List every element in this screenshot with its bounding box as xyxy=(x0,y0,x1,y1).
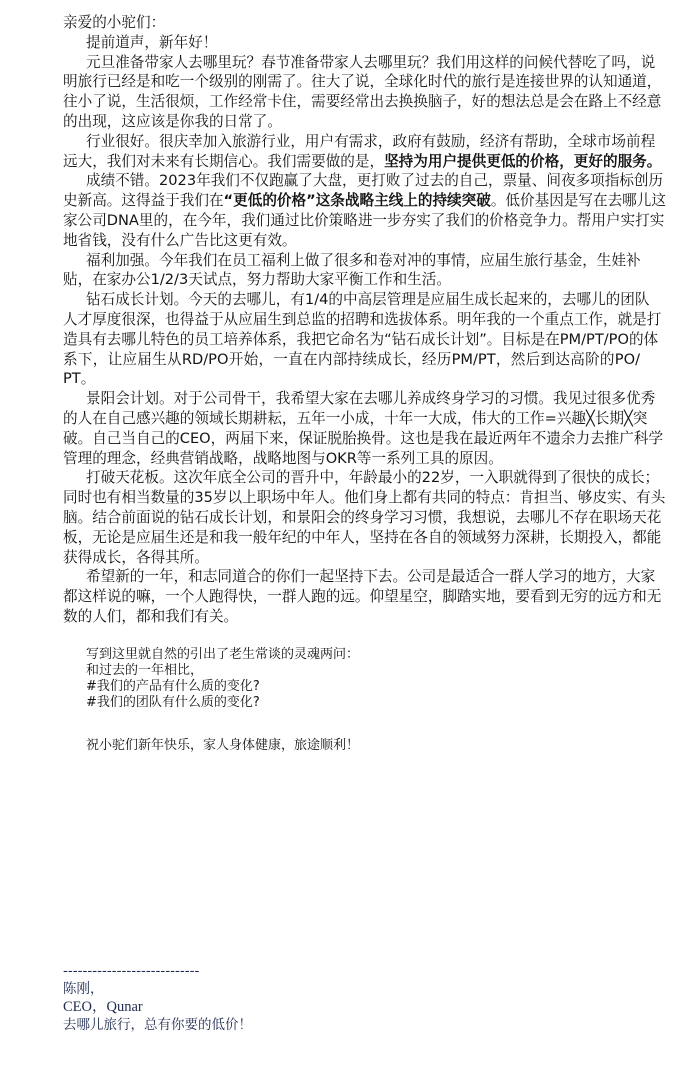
paragraph xyxy=(63,567,662,626)
paragraph-line xyxy=(63,449,640,469)
paragraph xyxy=(63,53,662,132)
salutation: 亲爱的小驼们： xyxy=(63,14,166,31)
text: 往小了说，生活很烦，工作经常卡住，需要经常出去换换脑子，好的想法总是会在路上不经意 xyxy=(63,93,662,111)
paragraph-line xyxy=(63,270,640,290)
paragraph-line xyxy=(63,369,640,389)
text: 景阳会计划。对于公司骨干，我希望大家在去哪儿养成终身学习的习惯。我见过很多优秀 xyxy=(86,390,656,408)
signature-name: 陈刚， xyxy=(63,981,104,997)
text: 脑。结合前面说的钻石成长计划，和景阳会的终身学习习惯，我想说，去哪儿不存在职场天花 xyxy=(63,508,662,526)
paragraph-line xyxy=(63,72,662,92)
paragraph-line xyxy=(63,429,664,449)
text: 数的人们，都和我们有关。 xyxy=(63,607,239,625)
signature-divider: ---------------------------- xyxy=(63,963,200,979)
text: 提前道声，新年好！ xyxy=(86,33,218,51)
text: 板，无论是应届生还是和我一般年纪的中年人，坚持在各自的领域努力深耕，长期投入，都能 xyxy=(63,528,662,546)
closing-line: 写到这里就自然的引出了老生常谈的灵魂两问： xyxy=(86,647,360,662)
text: 行业很好。很庆幸加入旅游行业，用户有需求，政府有鼓励，经济有帮助，全球市场前程 xyxy=(86,132,656,150)
text: 都这样说的嘛，一个人跑得快，一群人跑的远。仰望星空，脚踏实地，要看到无穷的远方和无 xyxy=(63,588,662,606)
text: 成绩不错。2023年我们不仅跑赢了大盘，更打败了过去的自己，票量、间夜多项指标创历 xyxy=(86,172,664,190)
text: 的人在自己感兴趣的领域长期耕耘，五年一小成，十年一大成，伟大的工作=兴趣╳长期╳突 xyxy=(63,409,648,427)
text: 打破天花板。这次年底全公司的晋升中，年龄最小的22岁，一入职就得到了很快的成长； xyxy=(86,469,660,487)
bold-text: “更低的价格”这条战略主线上的持续突破 xyxy=(223,192,491,210)
paragraph-line xyxy=(63,33,640,53)
closing-line: 和过去的一年相比， xyxy=(86,663,204,678)
text: 贴，在家办公1/2/3天试点，努力帮助大家平衡工作和生活。 xyxy=(63,271,451,289)
text: 管理的理念，经典营销战略，战略地图与OKR等一系列工具的原因。 xyxy=(63,449,503,467)
paragraph-line xyxy=(63,548,640,568)
paragraph-line xyxy=(63,231,640,251)
paragraph-line xyxy=(63,310,662,330)
paragraph-line xyxy=(63,389,656,409)
text: 地省钱，没有什么广告比这更有效。 xyxy=(63,231,297,249)
paragraph-line xyxy=(63,191,666,211)
paragraph-line xyxy=(63,92,662,112)
paragraph-line xyxy=(63,350,640,370)
paragraph-line xyxy=(63,251,640,271)
text: 系下，让应届生从RD/PO开始，一直在内部持续成长，经历PM/PT，然后到达高阶的PO/ xyxy=(63,350,640,368)
text: 。低价基因是写在去哪儿这 xyxy=(490,192,666,210)
paragraph xyxy=(63,389,664,468)
text: 获得成长，各得其所。 xyxy=(63,548,209,566)
text: 的出现，这应该是你我的日常了。 xyxy=(63,112,282,130)
bold-text: 坚持为用户提供更低的价格，更好的服务。 xyxy=(384,152,662,170)
paragraph-line xyxy=(63,508,662,528)
paragraph-line xyxy=(63,152,662,172)
paragraph xyxy=(63,290,662,389)
paragraph-line xyxy=(63,53,656,73)
text: 人才厚度很深，也得益于从应届生到总监的招聘和选拔体系。明年我的一个重点工作，就是打 xyxy=(63,310,662,328)
paragraph-line xyxy=(63,528,662,548)
text: 家公司DNA里的，在今年，我们通过比价策略进一步夯实了我们的价格竞争力。帮用户实打实 xyxy=(63,211,665,229)
paragraph-line xyxy=(63,211,665,231)
closing-line: #我们的产品有什么质的变化? xyxy=(86,679,260,694)
signature-title: CEO，Qunar xyxy=(63,999,143,1015)
text: 远大，我们对未来有长期信心。我们需要做的是， xyxy=(63,152,385,170)
signature-slogan: 去哪儿旅行，总有你要的低价！ xyxy=(63,1017,252,1033)
closing-line: #我们的团队有什么质的变化? xyxy=(86,695,260,710)
text: 史新高。这得益于我们在 xyxy=(63,192,224,210)
paragraph xyxy=(63,251,640,291)
text: 福利加强。今年我们在员工福利上做了很多和卷对冲的事情，应届生旅行基金，生娃补 xyxy=(86,251,641,269)
paragraph-line xyxy=(63,171,664,191)
text: 同时也有相当数量的35岁以上职场中年人。他们身上都有共同的特点：肯担当、够皮实、有头 xyxy=(63,489,666,507)
paragraph-line xyxy=(63,567,656,587)
paragraph-line xyxy=(63,132,656,152)
paragraph-line xyxy=(63,290,650,310)
paragraph xyxy=(63,132,662,172)
signature-block xyxy=(63,962,252,1034)
text: 明旅行已经是和吃一个级别的刚需了。往大了说，全球化时代的旅行是连接世界的认知通道， xyxy=(63,73,662,91)
closing-questions xyxy=(86,647,586,711)
paragraph-line xyxy=(63,607,640,627)
text: 希望新的一年，和志同道合的你们一起坚持下去。公司是最适合一群人学习的地方，大家 xyxy=(86,568,656,586)
text: 造具有去哪儿特色的员工培养体系，我把它命名为“钻石成长计划”。目标是在PM/PT/PO的体 xyxy=(63,330,659,348)
paragraph xyxy=(63,171,666,250)
paragraph-line xyxy=(63,488,666,508)
text: 钻石成长计划。今天的去哪儿，有1/4的中高层管理是应届生成长起来的，去哪儿的团队 xyxy=(86,291,650,309)
paragraph xyxy=(63,33,640,53)
paragraph-line xyxy=(63,330,659,350)
paragraph-line xyxy=(63,112,640,132)
paragraph-line xyxy=(63,409,648,429)
paragraph xyxy=(63,468,666,567)
letter-body xyxy=(63,13,666,627)
text: PT。 xyxy=(63,370,96,388)
new-year-wish: 祝小驼们新年快乐，家人身体健康，旅途顺利！ xyxy=(86,738,360,753)
paragraph-line xyxy=(63,587,662,607)
text: 元旦准备带家人去哪里玩？春节准备带家人去哪里玩？我们用这样的问候代替吃了吗，说 xyxy=(86,53,656,71)
text: 破。自己当自己的CEO，两届下来，保证脱胎换骨。这也是我在最近两年不遗余力去推广科学 xyxy=(63,429,664,447)
paragraph-line xyxy=(63,468,660,488)
